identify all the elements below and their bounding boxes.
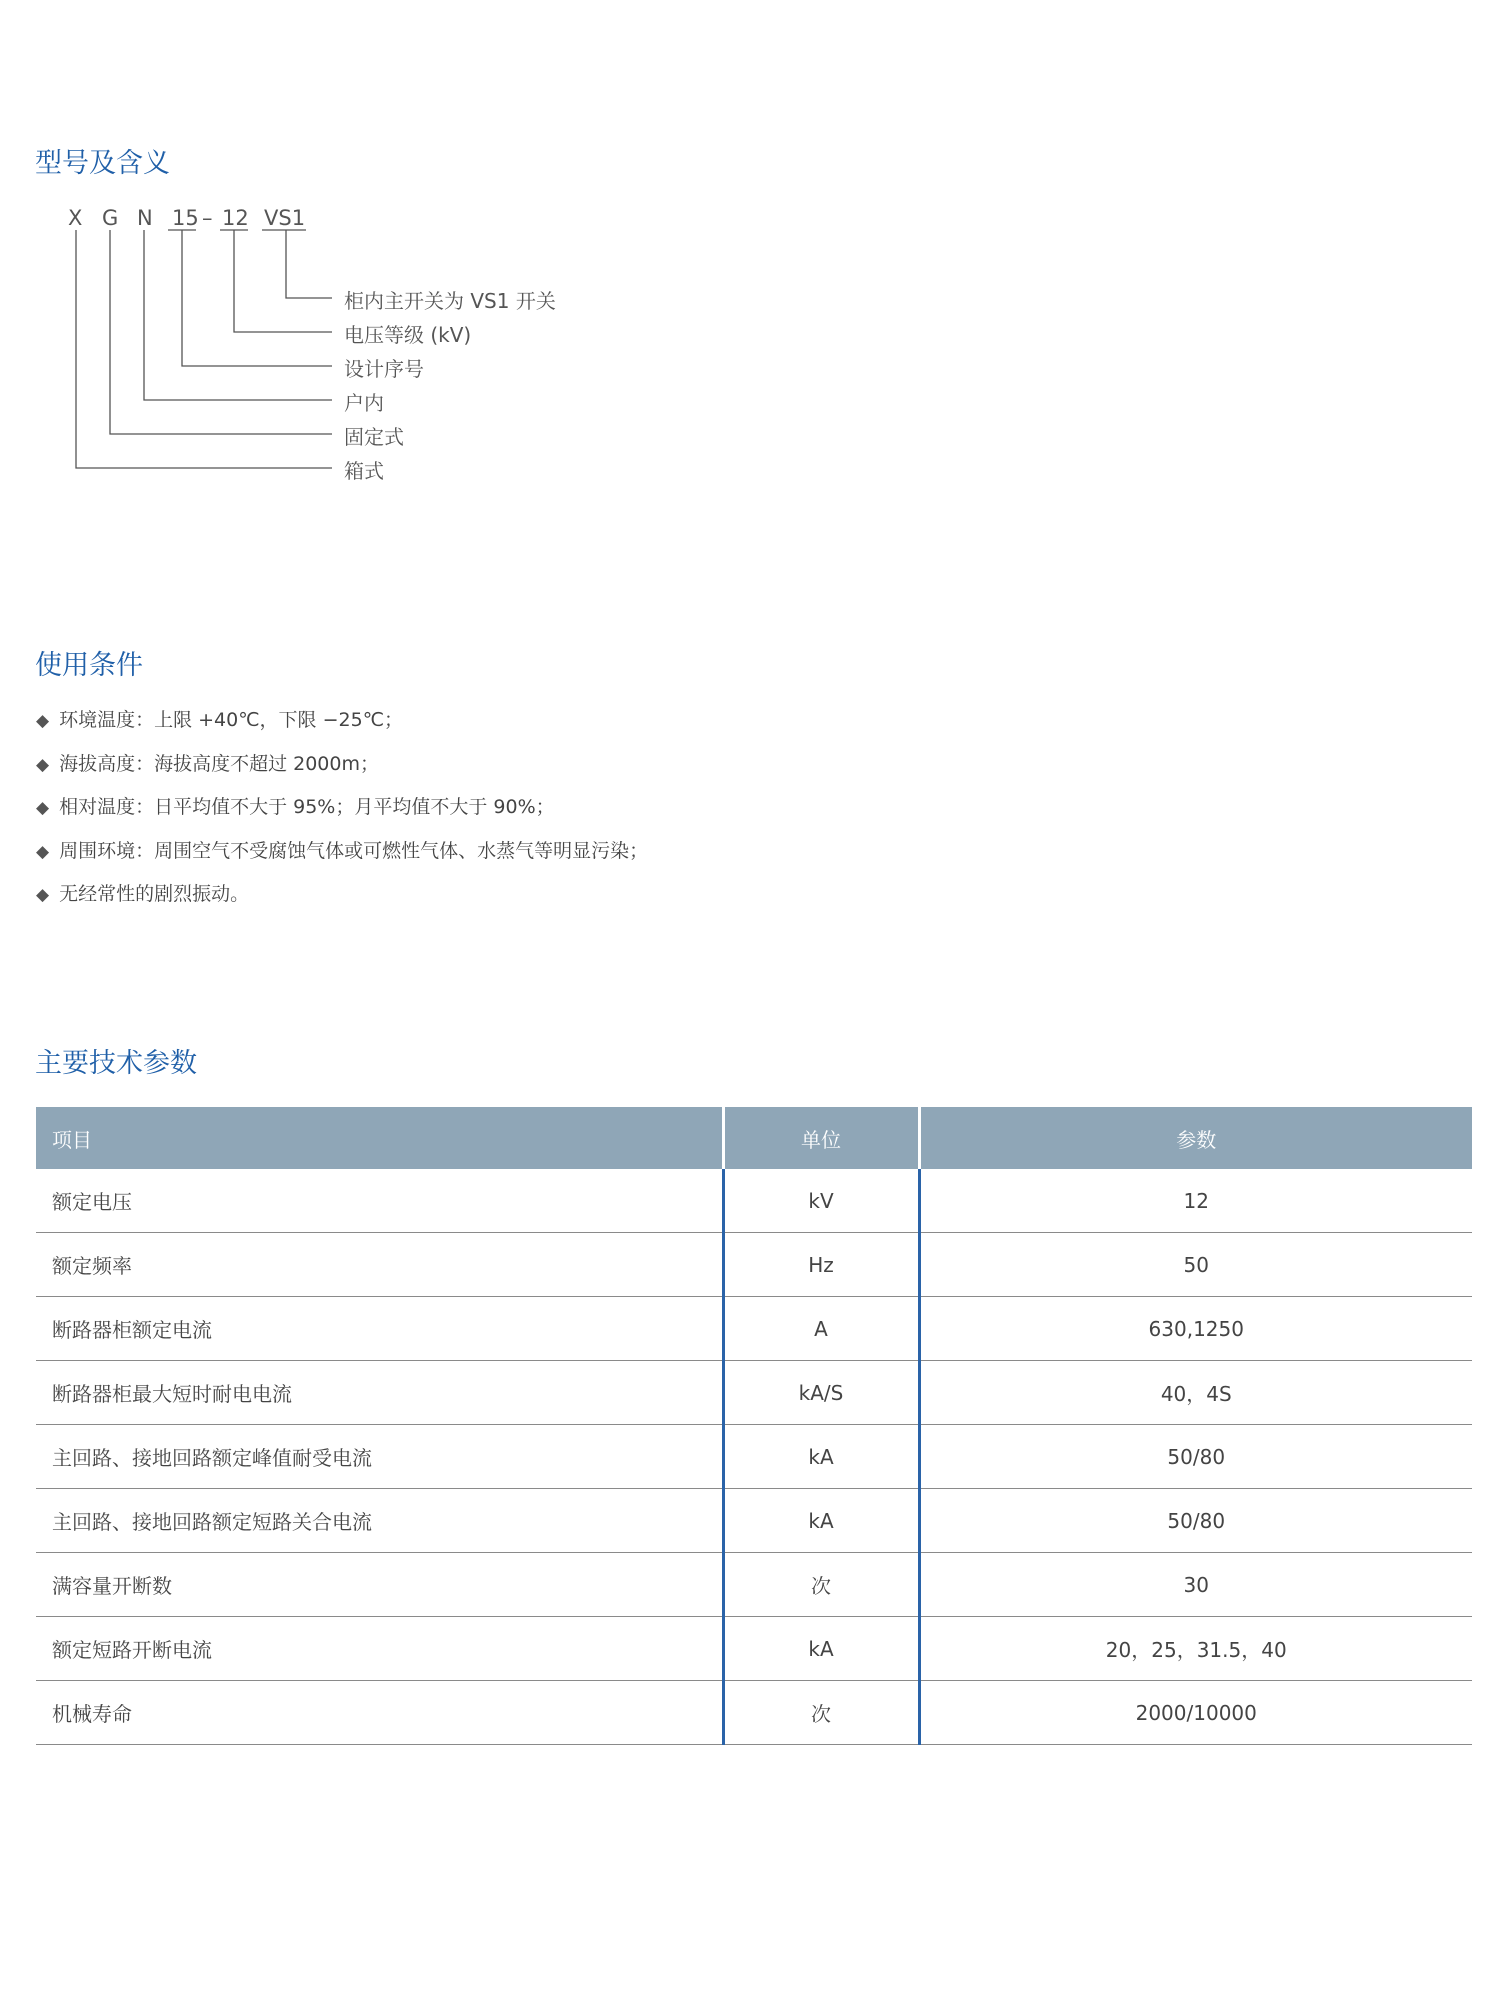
legend-box: 箱式: [344, 459, 384, 483]
legend-design: 设计序号: [344, 357, 424, 381]
table-row: [36, 1489, 1472, 1553]
code-dash: –: [202, 206, 213, 230]
cell-unit: 次: [723, 1681, 919, 1745]
cell-value: 30: [919, 1553, 1472, 1617]
cell-unit: kV: [723, 1169, 919, 1233]
cell-value: 20，25，31.5，40: [919, 1617, 1472, 1681]
cell-item: 断路器柜最大短时耐电电流: [36, 1361, 723, 1425]
list-item: ◆ 海拔高度：海拔高度不超过 2000m；: [36, 752, 379, 775]
model-section-title: 型号及含义: [35, 148, 170, 179]
cell-item: 额定频率: [36, 1233, 723, 1297]
legend-fixed: 固定式: [344, 425, 404, 449]
cell-item: 机械寿命: [36, 1681, 723, 1745]
cell-item: 断路器柜额定电流: [36, 1297, 723, 1361]
cell-item: 额定电压: [36, 1169, 723, 1233]
cell-unit: kA: [723, 1425, 919, 1489]
table-row: [36, 1617, 1472, 1681]
cell-value: 2000/10000: [919, 1681, 1472, 1745]
code-switch: VS1: [264, 206, 306, 230]
params-table: [36, 1107, 1472, 1745]
legend-switch: 柜内主开关为 VS1 开关: [344, 289, 556, 313]
cell-value: 50/80: [919, 1425, 1472, 1489]
cell-item: 额定短路开断电流: [36, 1617, 723, 1681]
table-row: [36, 1553, 1472, 1617]
cell-item: 主回路、接地回路额定短路关合电流: [36, 1489, 723, 1553]
list-item: ◆ 相对温度：日平均值不大于 95%；月平均值不大于 90%；: [36, 796, 555, 818]
params-section-title: 主要技术参数: [35, 1048, 197, 1079]
cell-value: 630,1250: [919, 1297, 1472, 1361]
cell-unit: A: [723, 1297, 919, 1361]
table-header-row: [36, 1107, 1472, 1169]
header-item: 项目: [36, 1107, 723, 1169]
table-row: [36, 1297, 1472, 1361]
legend-indoor: 户内: [344, 391, 384, 415]
cell-unit: 次: [723, 1553, 919, 1617]
cell-unit: Hz: [723, 1233, 919, 1297]
header-unit: 单位: [723, 1107, 919, 1169]
cell-value: 50/80: [919, 1489, 1472, 1553]
list-item: ◆ 环境温度：上限 +40℃，下限 −25℃；: [36, 709, 404, 731]
diamond-bullet-icon: ◆: [36, 798, 50, 818]
cell-value: 50: [919, 1233, 1472, 1297]
cell-unit: kA/S: [723, 1361, 919, 1425]
diamond-bullet-icon: ◆: [36, 754, 50, 775]
conditions-list: [36, 702, 648, 920]
list-item: ◆ 周围环境：周围空气不受腐蚀气体或可燃性气体、水蒸气等明显污染；: [36, 839, 649, 862]
diamond-bullet-icon: ◆: [36, 841, 50, 862]
legend-voltage: 电压等级 (kV): [344, 323, 472, 347]
code-letter-n: N: [137, 206, 153, 230]
diamond-bullet-icon: ◆: [36, 711, 50, 731]
cell-unit: kA: [723, 1617, 919, 1681]
table-row: [36, 1233, 1472, 1297]
table-row: [36, 1361, 1472, 1425]
cell-value: 12: [919, 1169, 1472, 1233]
cell-item: 主回路、接地回路额定峰值耐受电流: [36, 1425, 723, 1489]
table-row: [36, 1169, 1472, 1233]
cell-item: 满容量开断数: [36, 1553, 723, 1617]
list-item: ◆ 无经常性的剧烈振动。: [36, 883, 250, 905]
table-row: [36, 1425, 1472, 1489]
code-voltage: 12: [222, 206, 249, 230]
table-row: [36, 1681, 1472, 1745]
code-letter-g: G: [102, 206, 119, 230]
code-series: 15: [172, 206, 199, 230]
header-value: 参数: [919, 1107, 1472, 1169]
cell-value: 40，4S: [919, 1361, 1472, 1425]
conditions-section-title: 使用条件: [35, 650, 143, 681]
code-letter-x: X: [68, 206, 83, 230]
diamond-bullet-icon: ◆: [36, 885, 50, 905]
model-code-connector-lines: [0, 228, 340, 488]
cell-unit: kA: [723, 1489, 919, 1553]
